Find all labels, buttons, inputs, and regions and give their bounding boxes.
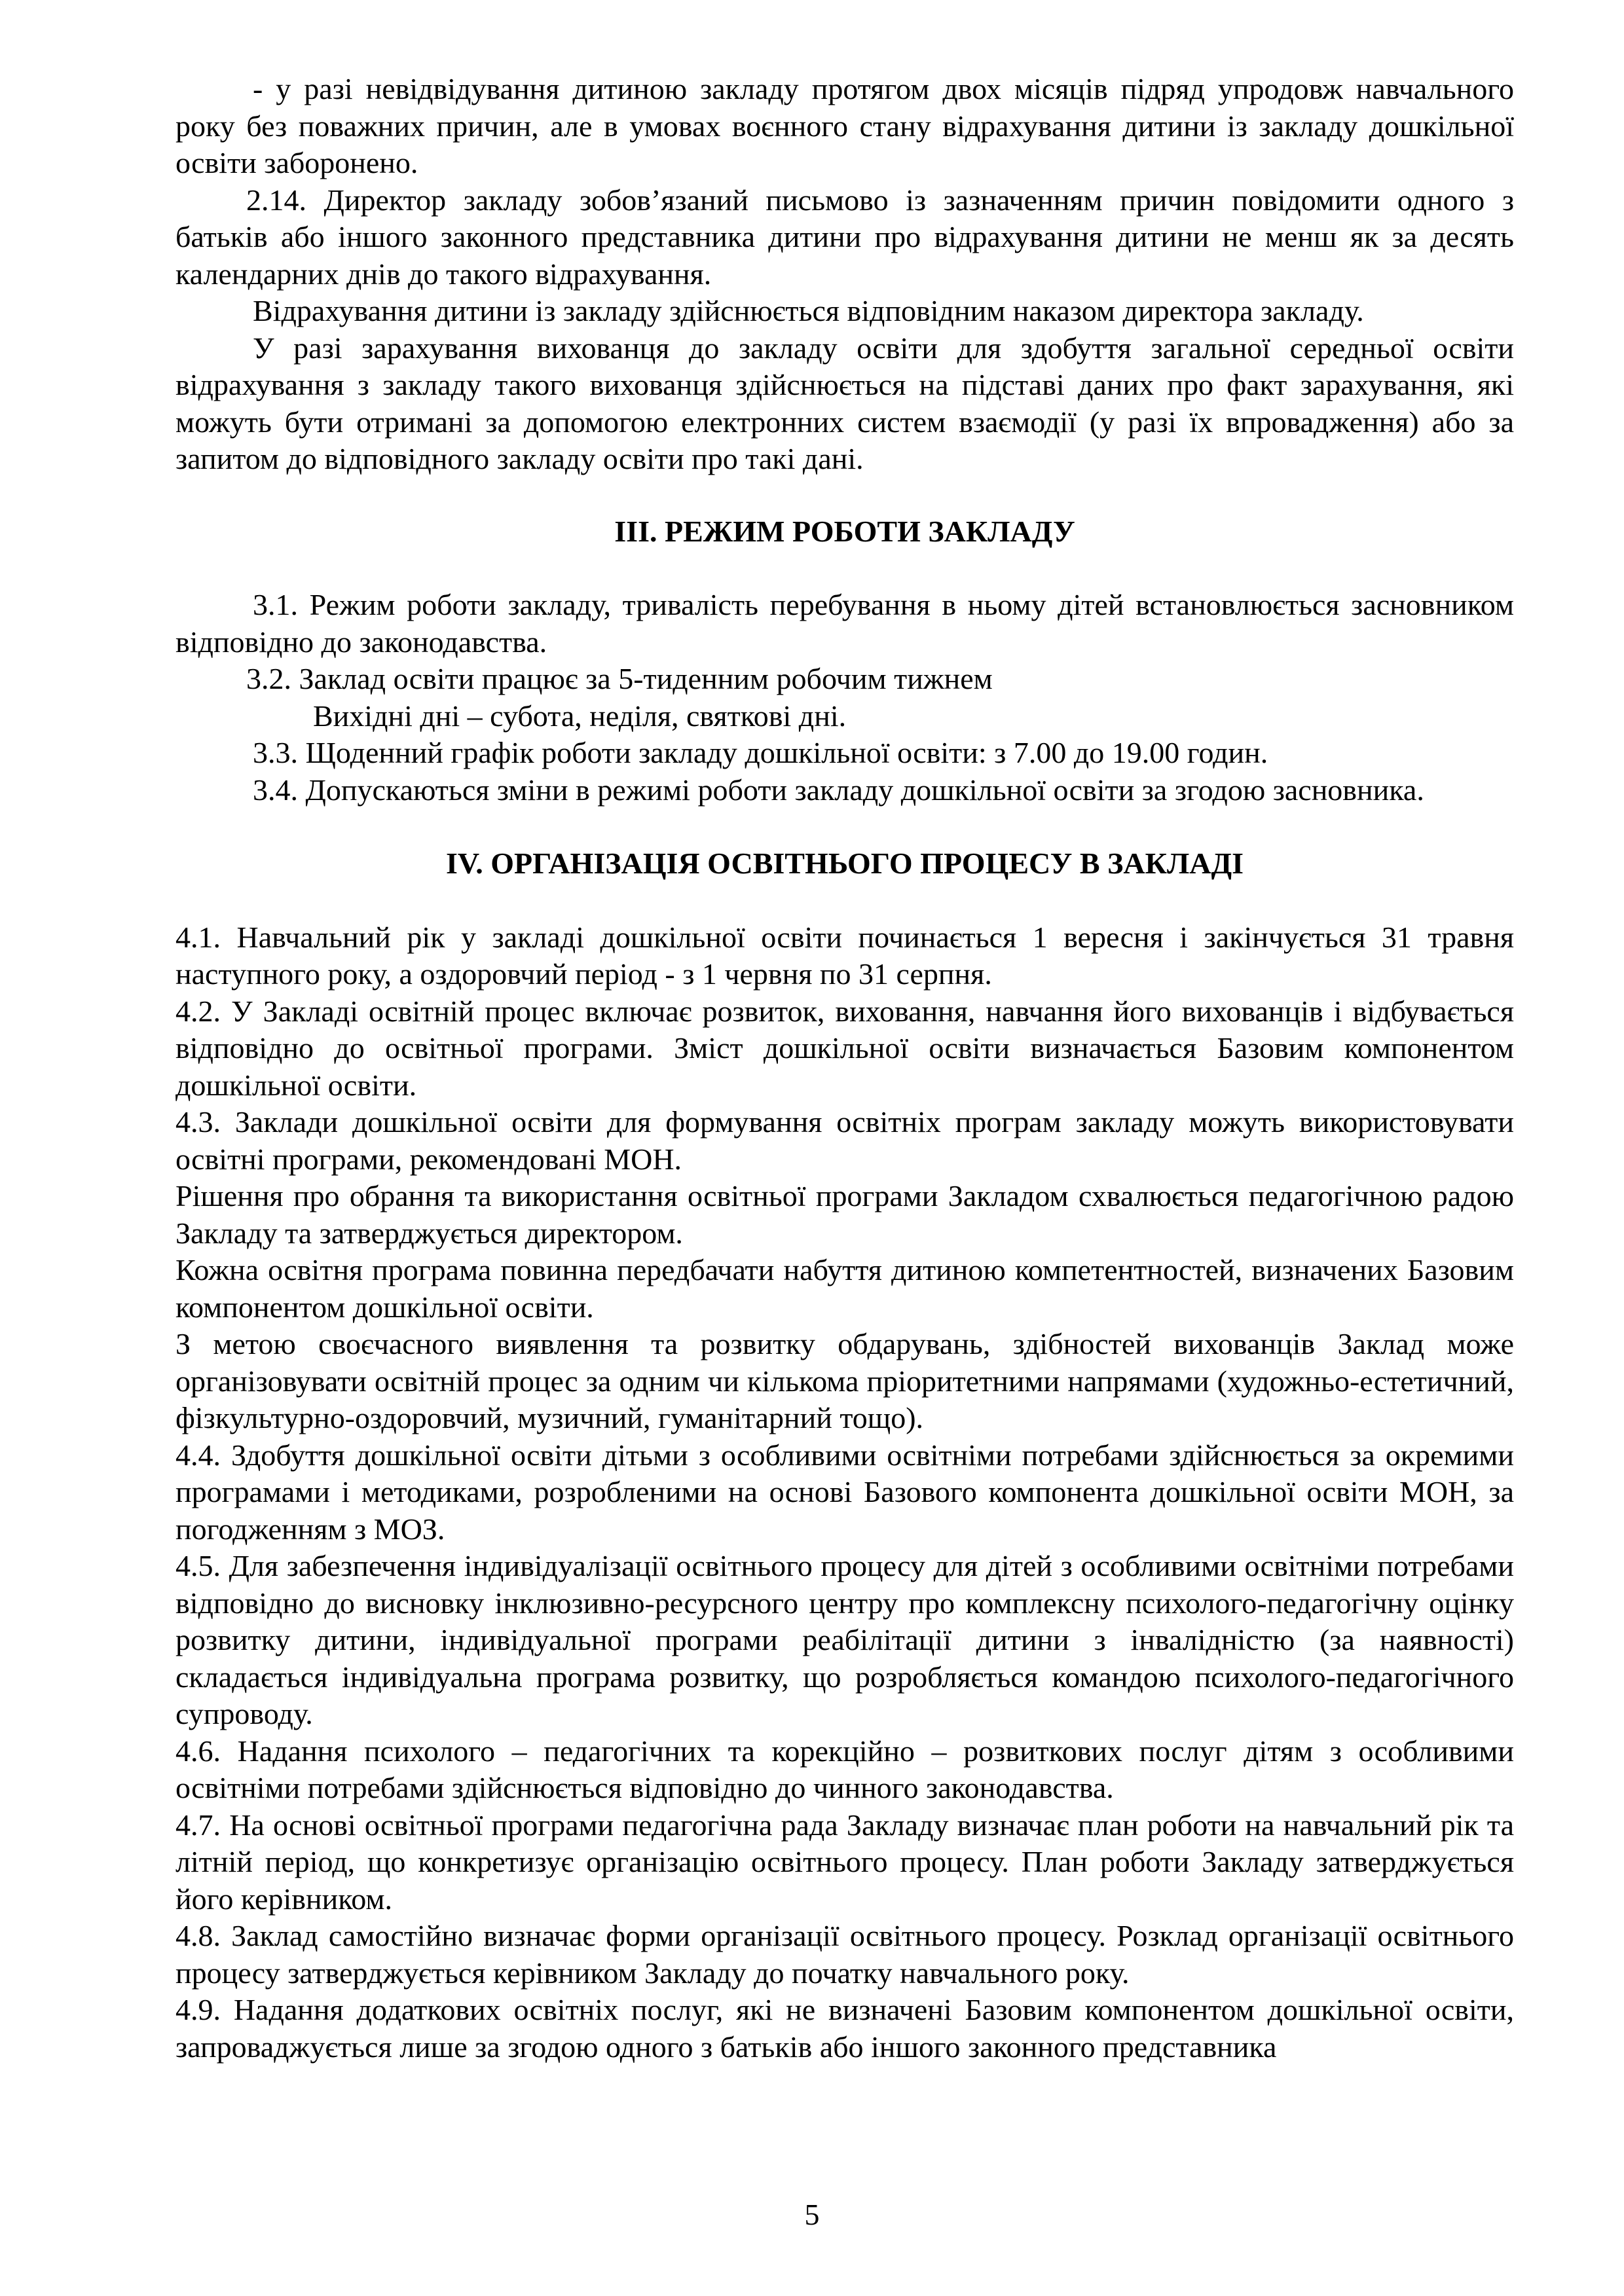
paragraph-4-6: 4.6. Надання психолого – педагогічних та корекційно – розвиткових послуг дітям з особливими освітніми потребами здійснюється відповідно до чинного законодавства. xyxy=(175,1734,1514,1804)
paragraph-4-7: 4.7. На основі освітньої програми педагогічна рада Закладу визначає план роботи на навчальний рік та літній період, що конкретизує організацію освітнього процесу. План роботи Закладу затверджується його керівником. xyxy=(175,1808,1514,1916)
page-number: 5 xyxy=(804,2198,820,2231)
paragraph-withdrawal-order: Відрахування дитини із закладу здійснюється відповідним наказом директора закладу. xyxy=(253,294,1364,327)
paragraph-4-2: 4.2. У Закладі освітній процес включає розвиток, виховання, навчання його вихованців і відбувається відповідно до освітньої програми. Зміст дошкільної освіти визначається Базовим компонентом дошкільної освіти. xyxy=(175,994,1514,1102)
paragraph-enrollment-transfer: У разі зарахування вихованця до закладу освіти для здобуття загальної середньої освіти відрахування з закладу такого вихованця здійснюється на підставі даних про факт зарахування, які можуть бути отримані за допомогою електронних систем взаємодії (у разі їх впровадження) або за запитом до відповідного закладу освіти про такі дані. xyxy=(175,331,1514,475)
paragraph-program-approval: Рішення про обрання та використання освітньої програми Закладом схвалюється педагогічною радою Закладу та затверджується директором. xyxy=(175,1179,1514,1250)
paragraph-4-8: 4.8. Заклад самостійно визначає форми організації освітнього процесу. Розклад організації освітнього процесу затверджується керівником Закладу до початку навчального року. xyxy=(175,1919,1514,1990)
paragraph-3-3: 3.3. Щоденний графік роботи закладу дошкільної освіти: з 7.00 до 19.00 годин. xyxy=(253,736,1268,769)
paragraph-4-1: 4.1. Навчальний рік у закладі дошкільної освіти починається 1 вересня і закінчується 31 травня наступного року, а оздоровчий період - з 1 червня по 31 серпня. xyxy=(175,920,1514,991)
paragraph-3-1: 3.1. Режим роботи закладу, тривалість перебування в ньому дітей встановлюється засновником відповідно до законодавства. xyxy=(175,588,1514,659)
paragraph-4-5: 4.5. Для забезпечення індивідуалізації освітнього процесу для дітей з особливими освітніми потребами відповідно до висновку інклюзивно-ресурсного центру про комплексну психолого-педагогічну оцінку розвитку дитини, індивідуальної програми реабілітації дитини з інвалідністю (за наявності) складається індивідуальна програма розвитку, що розробляється командою психолого-педагогічного супроводу. xyxy=(175,1549,1514,1730)
section-4-heading: IV. ОРГАНІЗАЦІЯ ОСВІТНЬОГО ПРОЦЕСУ В ЗАКЛАДІ xyxy=(446,847,1244,880)
paragraph-4-4: 4.4. Здобуття дошкільної освіти дітьми з особливими освітніми потребами здійснюється за окремими програмами і методиками, розробленими на основі Базового компонента дошкільної освіти МОН, за погодженням з МОЗ. xyxy=(175,1438,1514,1546)
paragraph-3-4: 3.4. Допускаються зміни в режимі роботи закладу дошкільної освіти за згодою засновника. xyxy=(253,773,1424,807)
paragraph-days-off: Вихідні дні – субота, неділя, святкові дні. xyxy=(313,699,847,733)
paragraph-3-2: 3.2. Заклад освіти працює за 5-тиденним робочим тижнем xyxy=(246,662,993,695)
section-3-heading: ІІІ. РЕЖИМ РОБОТИ ЗАКЛАДУ xyxy=(614,514,1075,548)
paragraph-4-3: 4.3. Заклади дошкільної освіти для формування освітніх програм закладу можуть використовувати освітні програми, рекомендовані МОН. xyxy=(175,1105,1514,1176)
paragraph-2-14: 2.14. Директор закладу зобов’язаний письмово із зазначенням причин повідомити одного з батьків або іншого законного представника дитини про відрахування дитини не менш як за десять календарних днів до такого відрахування. xyxy=(175,183,1514,291)
paragraph-giftedness: З метою своєчасного виявлення та розвитку обдарувань, здібностей вихованців Заклад може організовувати освітній процес за одним чи кількома пріоритетними напрямами (художньо-естетичний, фізкультурно-оздоровчий, музичний, гуманітарний тощо). xyxy=(175,1327,1514,1434)
paragraph-4-9: 4.9. Надання додаткових освітніх послуг, які не визначені Базовим компонентом дошкільної освіти, запроваджується лише за згодою одного з батьків або іншого законного представника xyxy=(175,1993,1514,2064)
paragraph-program-competencies: Кожна освітня програма повинна передбачати набуття дитиною компетентностей, визначених Базовим компонентом дошкільної освіти. xyxy=(175,1253,1514,1324)
paragraph-withdrawal-absence: - у разі невідвідування дитиною закладу протягом двох місяців підряд упродовж навчального року без поважних причин, але в умовах воєнного стану відрахування дитини із закладу дошкільної освіти заборонено. xyxy=(175,72,1514,179)
